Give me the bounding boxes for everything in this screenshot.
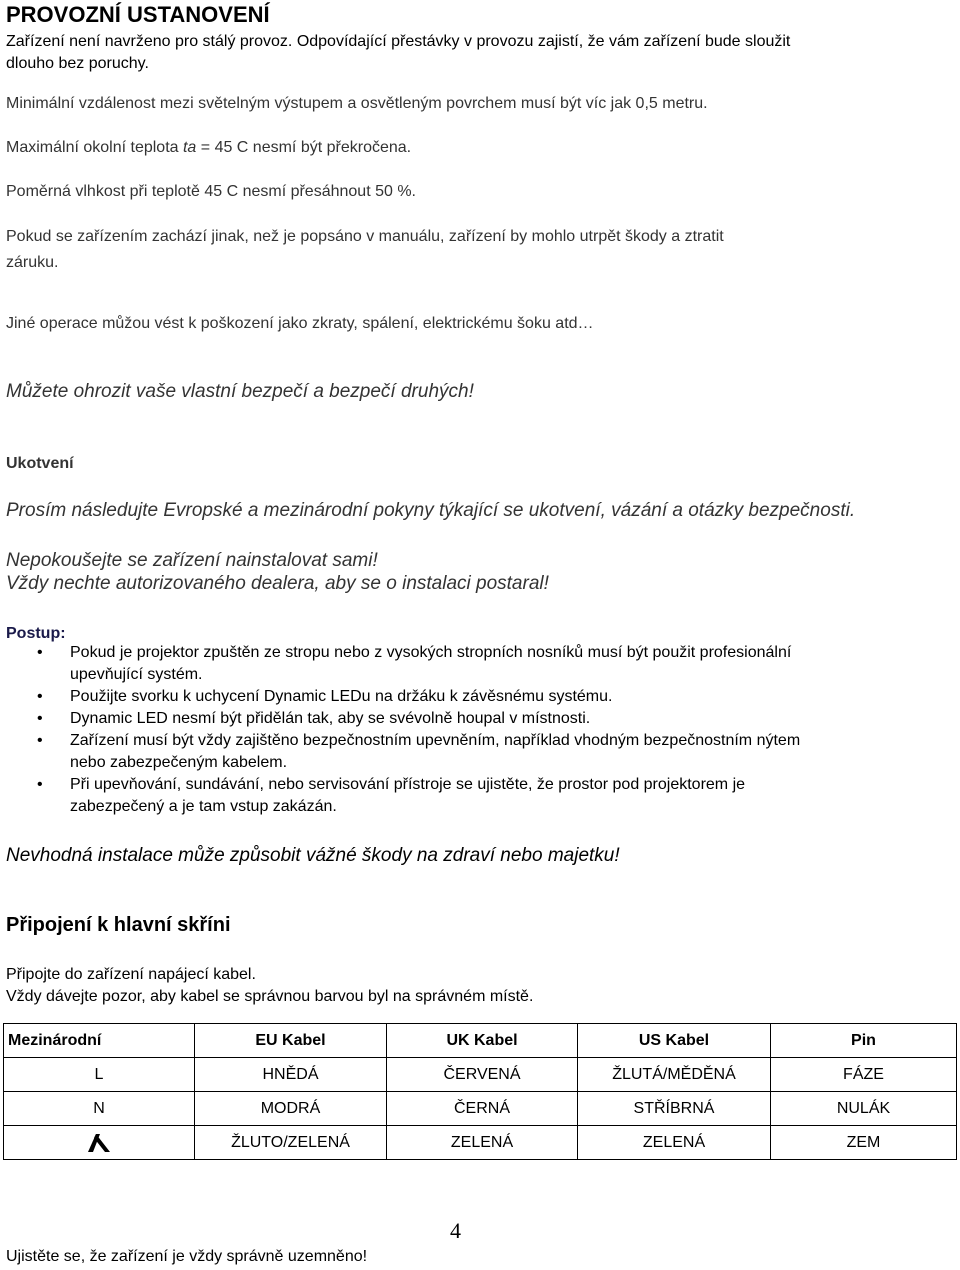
connection-instruction-1: Připojte do zařízení napájecí kabel.: [6, 966, 256, 983]
list-item-line2: zabezpečený a je tam vstup zakázán.: [70, 798, 337, 815]
operation-paragraph-line1: Zařízení není navrženo pro stálý provoz. Odpovídající přestávky v provozu zajistí, že vám zařízení bude sloužit: [6, 33, 791, 50]
procedure-list: [0, 642, 960, 818]
earth-ground-icon: [85, 1132, 113, 1154]
installation-damage-warning: Nevhodná instalace může způsobit vážné škody na zdraví nebo majetku!: [6, 845, 620, 866]
table-row: [4, 1092, 957, 1126]
table-cell: L: [4, 1058, 195, 1092]
table-cell: HNĚDÁ: [195, 1058, 387, 1092]
list-item: [0, 642, 910, 686]
anchoring-guidelines: Prosím následujte Evropské a mezinárodní pokyny týkající se ukotvení, vázání a otázky bezpečnosti.: [6, 500, 856, 521]
max-temperature-variable: ta: [182, 139, 197, 156]
table-cell: ZELENÁ: [578, 1126, 771, 1160]
safety-warning: Můžete ohrozit vaše vlastní bezpečí a bezpečí druhých!: [6, 381, 474, 402]
table-cell: ČERNÁ: [387, 1092, 578, 1126]
table-cell: ČERVENÁ: [387, 1058, 578, 1092]
anchoring-heading: Ukotvení: [6, 455, 74, 472]
col-header-eu: EU Kabel: [195, 1024, 387, 1058]
table-header-row: [4, 1024, 957, 1058]
table-cell: STŘÍBRNÁ: [578, 1092, 771, 1126]
warranty-paragraph-line2: záruku.: [6, 254, 59, 271]
operation-paragraph-line2: dlouho bez poruchy.: [6, 55, 149, 72]
list-item-line1: Dynamic LED nesmí být přidělán tak, aby se svévolně houpal v místnosti.: [70, 710, 591, 727]
table-cell: ŽLUTÁ/MĚDĚNÁ: [578, 1058, 771, 1092]
table-cell: NULÁK: [771, 1092, 957, 1126]
list-item-line2: nebo zabezpečeným kabelem.: [70, 754, 288, 771]
col-header-uk: UK Kabel: [387, 1024, 578, 1058]
other-operations-paragraph: Jiné operace můžou vést k poškození jako zkraty, spálení, elektrickému šoku atd…: [6, 315, 594, 332]
list-item-line1: Pokud je projektor zpuštěn ze stropu nebo z vysokých stropních nosníků musí být použit profesionální: [70, 644, 792, 661]
list-item: [0, 774, 910, 818]
bullet-icon: •: [37, 732, 43, 749]
procedure-label: Postup:: [6, 625, 66, 642]
table-cell: ŽLUTO/ZELENÁ: [195, 1126, 387, 1160]
table-cell: MODRÁ: [195, 1092, 387, 1126]
list-item-line2: upevňující systém.: [70, 666, 203, 683]
bullet-icon: •: [37, 644, 43, 661]
page-number: 4: [450, 1218, 461, 1243]
max-temperature-paragraph: [6, 137, 411, 159]
list-item: [0, 708, 910, 730]
table-row: [4, 1126, 957, 1160]
min-distance-paragraph: Minimální vzdálenost mezi světelným výstupem a osvětleným povrchem musí být víc jak 0,5 metru.: [6, 95, 708, 112]
table-cell: ZELENÁ: [387, 1126, 578, 1160]
bullet-icon: •: [37, 776, 43, 793]
install-warning-line2: Vždy nechte autorizovaného dealera, aby se o instalaci postaral!: [6, 573, 549, 594]
col-header-pin: Pin: [771, 1024, 957, 1058]
humidity-paragraph: Poměrná vlhkost při teplotě 45 C nesmí přesáhnout 50 %.: [6, 183, 416, 200]
table-cell: FÁZE: [771, 1058, 957, 1092]
bullet-icon: •: [37, 710, 43, 727]
max-temperature-suffix: = 45 C nesmí být překročena.: [196, 139, 412, 156]
page-title: PROVOZNÍ USTANOVENÍ: [6, 2, 270, 27]
list-item-line1: Použijte svorku k uchycení Dynamic LEDu na držáku k závěsnému systému.: [70, 688, 613, 705]
table-cell: [4, 1126, 195, 1160]
bullet-icon: •: [37, 688, 43, 705]
grounding-reminder: Ujistěte se, že zařízení je vždy správně uzemněno!: [6, 1248, 368, 1265]
table-cell: ZEM: [771, 1126, 957, 1160]
col-header-us: US Kabel: [578, 1024, 771, 1058]
list-item-line1: Při upevňování, sundávání, nebo servisování přístroje se ujistěte, že prostor pod projektorem je: [70, 776, 746, 793]
connection-heading: Připojení k hlavní skříni: [6, 914, 231, 936]
connection-instruction-2: Vždy dávejte pozor, aby kabel se správnou barvou byl na správném místě.: [6, 988, 534, 1005]
cable-color-table: [3, 1023, 957, 1160]
install-warning-line1: Nepokoušejte se zařízení nainstalovat sami!: [6, 550, 378, 571]
list-item: [0, 730, 910, 774]
col-header-international: Mezinárodní: [4, 1024, 195, 1058]
list-item-line1: Zařízení musí být vždy zajištěno bezpečnostním upevněním, například vhodným bezpečnostním nýtem: [70, 732, 801, 749]
warranty-paragraph-line1: Pokud se zařízením zachází jinak, než je popsáno v manuálu, zařízení by mohlo utrpět škody a ztratit: [6, 228, 724, 245]
table-row: [4, 1058, 957, 1092]
max-temperature-prefix: Maximální okolní teplota: [6, 139, 183, 156]
table-cell: N: [4, 1092, 195, 1126]
list-item: [0, 686, 910, 708]
